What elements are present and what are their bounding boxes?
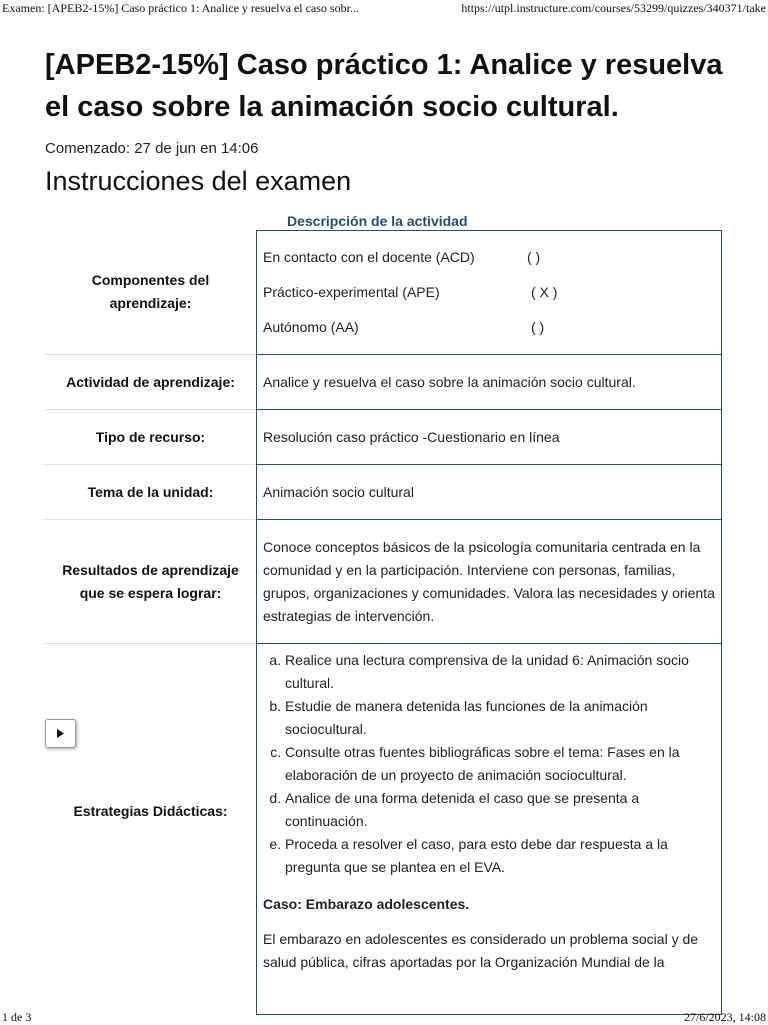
component-item bbox=[263, 275, 715, 310]
table-row bbox=[45, 465, 722, 520]
started-timestamp: Comenzado: 27 de jun en 14:06 bbox=[45, 140, 259, 157]
media-play-button[interactable] bbox=[45, 719, 76, 748]
table-row bbox=[45, 410, 722, 465]
table-row bbox=[45, 355, 722, 410]
component-name: En contacto con el docente (ACD) bbox=[263, 249, 475, 265]
print-header-url: https://utpl.instructure.com/courses/53299/quizzes/340371/take bbox=[461, 1, 766, 15]
print-header bbox=[0, 0, 768, 16]
components-label: Componentes del aprendizaje: bbox=[91, 272, 210, 312]
strategies-cell bbox=[257, 644, 722, 1015]
table-row bbox=[45, 520, 722, 644]
list-item: d. Analice de una forma detenida el caso que se presenta a continuación. bbox=[285, 787, 715, 833]
page-number: 1 de 3 bbox=[2, 1010, 32, 1024]
components-cell bbox=[257, 231, 722, 355]
case-text: El embarazo en adolescentes es considerado un problema social y de salud pública, cifras aportadas por la Organización Mundial de la bbox=[263, 931, 699, 970]
table-caption: Descripción de la actividad bbox=[287, 213, 468, 229]
strategy-steps bbox=[263, 649, 715, 879]
print-datetime: 27/6/2023, 14:08 bbox=[683, 1010, 766, 1024]
unit-topic-label: Tema de la unidad: bbox=[45, 465, 257, 520]
activity-value: Analice y resuelva el caso sobre la animación socio cultural. bbox=[257, 355, 722, 410]
component-mark: ( X ) bbox=[531, 284, 558, 300]
component-name: Práctico-experimental (APE) bbox=[263, 284, 440, 300]
print-header-title: Examen: [APEB2-15%] Caso práctico 1: Analice y resuelva el caso sobr... bbox=[2, 1, 359, 15]
list-item: e. Proceda a resolver el caso, para esto debe dar respuesta a la pregunta que se plantea en el EVA. bbox=[285, 833, 715, 879]
component-item bbox=[263, 240, 715, 275]
outcomes-value: Conoce conceptos básicos de la psicología comunitaria centrada en la comunidad y en la participación. Interviene con personas, familias, grupos, organizaciones y comunidades. Valora las necesidades y orienta estrategias de intervención. bbox=[257, 520, 722, 644]
activity-label: Actividad de aprendizaje: bbox=[45, 355, 257, 410]
resource-label: Tipo de recurso: bbox=[45, 410, 257, 465]
activity-table bbox=[45, 230, 722, 1015]
play-icon bbox=[55, 728, 66, 739]
list-item: b. Estudie de manera detenida las funciones de la animación sociocultural. bbox=[285, 695, 715, 741]
component-mark: ( ) bbox=[527, 249, 541, 265]
instructions-heading: Instrucciones del examen bbox=[45, 166, 352, 196]
table-row bbox=[45, 231, 722, 355]
outcomes-label: Resultados de aprendizaje que se espera lograr: bbox=[45, 520, 257, 644]
case-title: Caso: Embarazo adolescentes. bbox=[263, 896, 470, 912]
list-item: a. Realice una lectura comprensiva de la unidad 6: Animación socio cultural. bbox=[285, 649, 715, 695]
component-mark: ( ) bbox=[531, 319, 545, 335]
component-item bbox=[263, 310, 715, 345]
quiz-content bbox=[45, 44, 725, 1015]
list-item: c. Consulte otras fuentes bibliográficas sobre el tema: Fases en la elaboración de un proyecto de animación sociocultural. bbox=[285, 741, 715, 787]
quiz-title: [APEB2-15%] Caso práctico 1: Analice y resuelva el caso sobre la animación socio cultural. bbox=[45, 49, 723, 123]
component-name: Autónomo (AA) bbox=[263, 319, 359, 335]
print-footer bbox=[0, 1008, 768, 1024]
table-row bbox=[45, 644, 722, 1015]
unit-topic-value: Animación socio cultural bbox=[257, 465, 722, 520]
strategies-label: Estrategias Didácticas: bbox=[45, 644, 257, 1015]
resource-value: Resolución caso práctico -Cuestionario en línea bbox=[257, 410, 722, 465]
